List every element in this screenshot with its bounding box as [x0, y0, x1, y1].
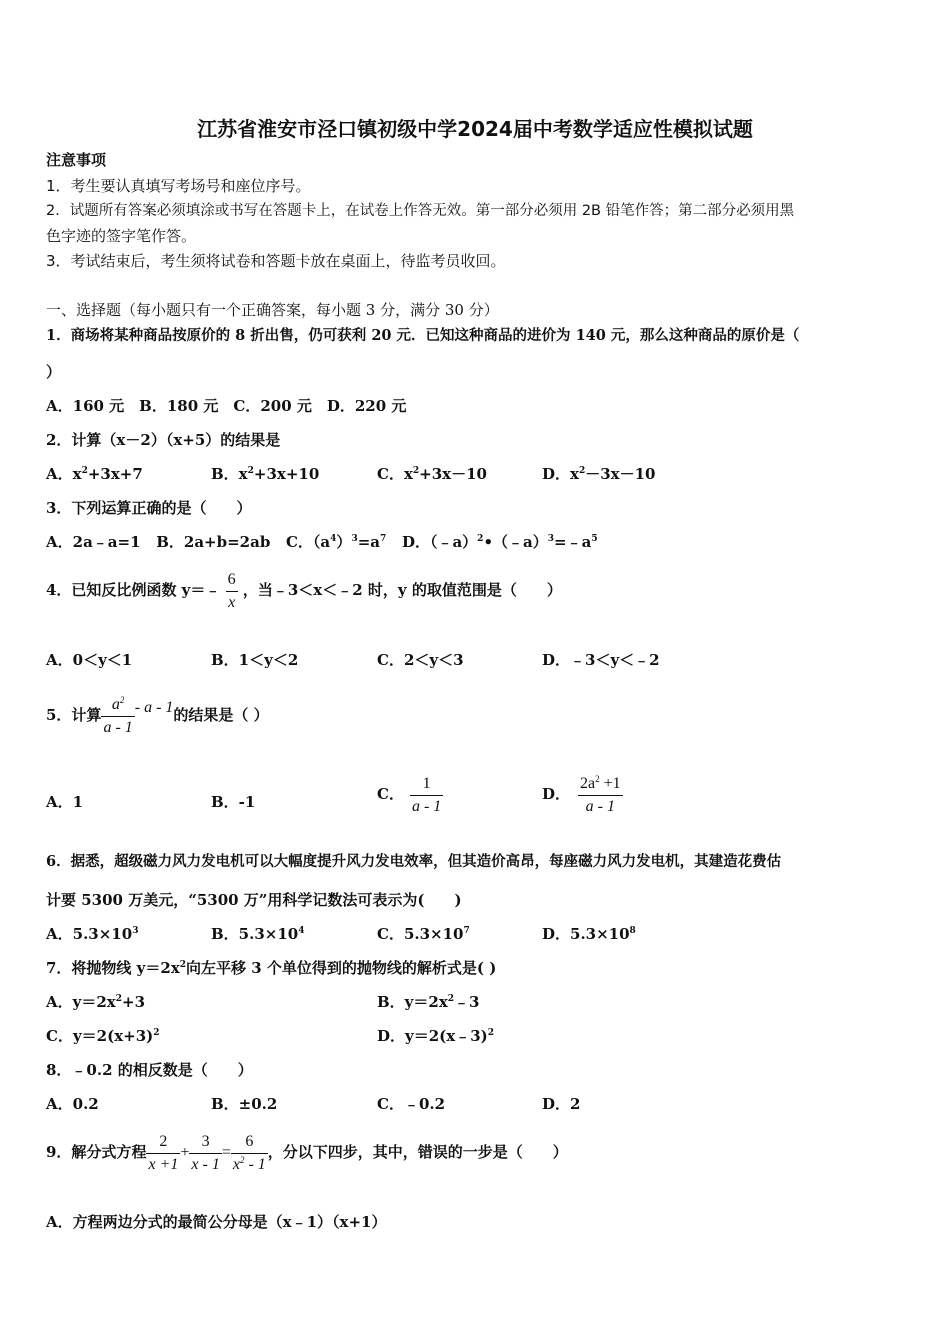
q6-option-d: D．$5.3\times 10^8$ — [542, 925, 636, 943]
q9-option-a: A．方程两边分式的最简公分母是（x﹣1）（x+1） — [46, 1213, 387, 1231]
q3-option-a: A．2a﹣a=1 — [46, 533, 141, 551]
q4-fraction: $\frac{6}{x}$ — [226, 569, 238, 614]
q8-stem: 8．﹣0.2 的相反数是（ ） — [46, 1061, 253, 1079]
notice-item: 色字迹的签字笔作答。 — [46, 227, 197, 245]
q8-option-d: D．2 — [542, 1095, 581, 1113]
q5-fraction: $\frac{a^2}{a - 1}$ — [101, 694, 134, 739]
q8-option-b: B．±0.2 — [211, 1095, 278, 1113]
q2-option-b: B．$x^2+3x+10$ — [211, 465, 320, 483]
notice-item: 3．考试结束后，考生须将试卷和答题卡放在桌面上，待监考员收回。 — [46, 252, 506, 270]
q7-stem: 7．将抛物线 $y=2x^2$向左平移 3 个单位得到的抛物线的解析式是( ) — [46, 959, 497, 977]
notice-item: 2．试题所有答案必须填涂或书写在答题卡上，在试卷上作答无效。第一部分必须用 2B 铅笔作答；第二部分必须用黑 — [46, 203, 795, 219]
q1-stem-line1: 1．商场将某种商品按原价的 8 折出售，仍可获利 20 元．已知这种商品的进价为 140 元，那么这种商品的原价是（ — [46, 327, 800, 344]
q3-option-c: C．$(a^4)^3=a^7$ — [285, 533, 387, 551]
q7-option-c: C．$y=2(x+3)^2$ — [46, 1027, 160, 1045]
q9-fraction-2: $\frac{3}{x - 1}$ — [189, 1131, 221, 1176]
q6-option-b: B．$5.3\times 10^4$ — [211, 925, 305, 943]
q3-option-d: D．$(﹣a)^2•(﹣a)^3=﹣a^5$ — [401, 533, 598, 551]
q6-option-c: C．$5.3\times 10^7$ — [377, 925, 470, 943]
q3-options — [46, 532, 598, 552]
q4-stem: 4．已知反比例函数 y＝﹣ $\frac{6}{x}$ ，当﹣3＜x＜﹣2 时，y 的取值范围是（ ） — [46, 566, 562, 614]
q3-option-b: B．2a+b=2ab — [156, 533, 271, 551]
q5-stem: 5．计算 $\frac{a^2}{a - 1}$ - a - 1的结果是（ ） — [46, 684, 269, 739]
q5-option-b: B．-1 — [211, 793, 256, 811]
q6-stem-line1: 6．据悉，超级磁力风力发电机可以大幅度提升风力发电效率，但其造价高昂，每座磁力风力发电机，其建造花费估 — [46, 853, 782, 870]
q7-option-a: A．$y=2x^2+3$ — [46, 993, 146, 1011]
section-heading: 一、选择题（每小题只有一个正确答案，每小题 3 分，满分 30 分） — [46, 301, 499, 319]
q5-option-d: D． $\frac{2a^2 +1}{a - 1}$ — [542, 770, 623, 818]
q2-option-a: A．$x^2+3x+7$ — [46, 465, 143, 483]
q8-option-a: A．0.2 — [46, 1095, 99, 1113]
q1-stem-line2: ） — [46, 363, 62, 381]
notice-item: 1．考生要认真填写考场号和座位序号。 — [46, 177, 311, 195]
q4-option-a: A．0＜y＜1 — [46, 651, 133, 669]
q5-option-a: A．1 — [46, 793, 84, 811]
q5-option-c: C． $\frac{1}{a - 1}$ — [377, 770, 443, 818]
q1-options: A．160 元 B．180 元 C．200 元 D．220 元 — [46, 397, 407, 415]
q9-stem: 9．解分式方程 $\frac{2}{x +1}$ + $\frac{3}{x - 1}$ = $\frac{6}{x^2 - 1}$ ，分以下四步，其中，错误的一步是（ ） — [46, 1128, 568, 1177]
exam-title: 江苏省淮安市泾口镇初级中学2024届中考数学适应性模拟试题 — [197, 117, 753, 141]
q6-option-a: A．$5.3\times 10^3$ — [46, 925, 139, 943]
notice-heading: 注意事项 — [46, 151, 107, 169]
q7-option-d: D．y＝2(x﹣3)$^2$ — [377, 1027, 495, 1045]
q2-option-c: C．$x^2+3x-10$ — [377, 465, 487, 483]
q7-option-b: B．$y=2x^2﹣3$ — [377, 993, 480, 1011]
q2-option-d: D．$x^2-3x-10$ — [542, 465, 656, 483]
q9-fraction-1: $\frac{2}{x +1}$ — [146, 1131, 180, 1176]
q4-option-c: C．2＜y＜3 — [377, 651, 464, 669]
q8-option-c: C．﹣0.2 — [377, 1095, 446, 1113]
q9-fraction-3: $\frac{6}{x^2 - 1}$ — [231, 1131, 268, 1176]
q3-stem: 3．下列运算正确的是（ ） — [46, 499, 252, 517]
q4-option-d: D．﹣3＜y＜﹣2 — [542, 651, 660, 669]
q6-stem-line2: 计要 5300 万美元，“5300 万”用科学记数法可表示为( ) — [46, 891, 462, 909]
q2-stem: 2．计算（x－2）（x+5）的结果是 — [46, 431, 281, 449]
q4-option-b: B．1＜y＜2 — [211, 651, 299, 669]
